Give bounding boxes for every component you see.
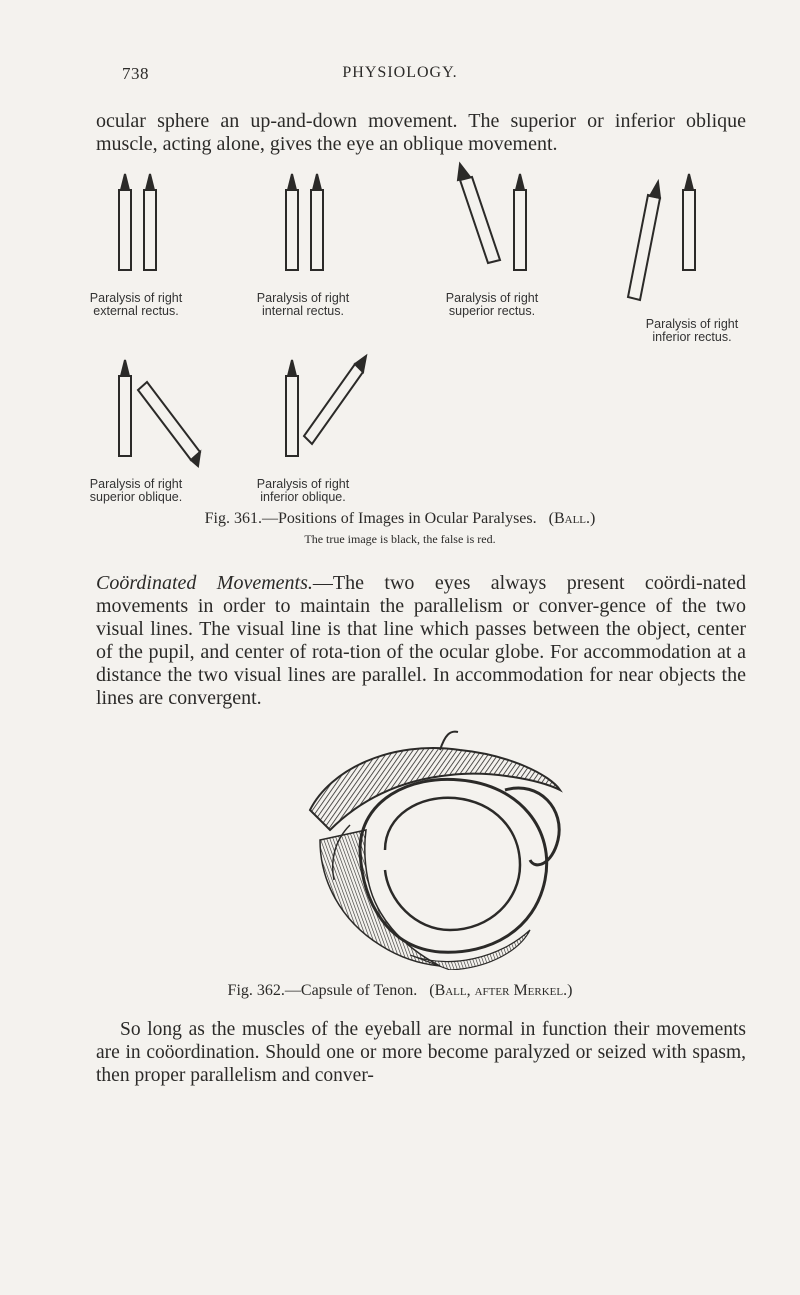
caption-text: Fig. 362.—Capsule of Tenon. — [227, 982, 418, 999]
label-line: superior rectus. — [448, 304, 536, 318]
muscle-insertion — [440, 732, 458, 750]
label-line: Paralysis of right — [256, 477, 350, 491]
panel-inferior-rectus-images — [628, 174, 695, 300]
figure-361-note: The true image is black, the false is red. — [304, 532, 496, 546]
caption-credit: (Ball.) — [548, 510, 596, 527]
label-external-rectus — [66, 292, 206, 318]
panel-superior-rectus-images — [458, 164, 526, 270]
section-coordinated-movements — [96, 572, 746, 710]
label-line: superior oblique. — [89, 490, 183, 504]
label-superior-rectus — [412, 292, 572, 318]
figure-362-illustration — [290, 730, 570, 970]
panel-superior-oblique-images — [119, 360, 200, 466]
caption-text: Fig. 361.—Positions of Images in Ocular Paralyses. — [204, 510, 537, 527]
label-internal-rectus — [233, 292, 373, 318]
closing-paragraph — [96, 1018, 746, 1087]
label-line: external rectus. — [93, 304, 179, 318]
label-line: inferior oblique. — [260, 490, 346, 504]
panel-internal-rectus-images — [286, 174, 323, 270]
label-line: Paralysis of right — [89, 477, 183, 491]
running-title: PHYSIOLOGY. — [342, 64, 458, 81]
section-body: —The two eyes always present coördi-nated movements in order to maintain the parallelism or conver-gence of the two visual lines. The visual line is that line which passes between the object, center of the pupil, and center of rota-tion of the ocular globe. For accommodation at a distance the two visual lines are parallel. In accommodation for near objects the lines are convergent. — [96, 572, 746, 709]
label-line: Paralysis of right — [645, 317, 739, 331]
section-heading: Coördinated Movements. — [96, 572, 313, 594]
page-number: 738 — [122, 64, 149, 83]
panel-external-rectus-images — [119, 174, 156, 270]
label-inferior-rectus — [612, 318, 772, 344]
tenon-capsule — [385, 798, 520, 930]
label-line: Paralysis of right — [445, 291, 539, 305]
figure-361-caption — [0, 510, 800, 528]
label-line: inferior rectus. — [652, 330, 732, 344]
closing-text: So long as the muscles of the eyeball are normal in function their movements are in coöordination. Should one or more become paralyzed or seized with spasm, then proper parallelism and conver- — [96, 1019, 746, 1086]
panel-inferior-oblique-images — [286, 356, 366, 456]
label-superior-oblique — [66, 478, 206, 504]
posterior-fascia — [320, 830, 440, 966]
label-inferior-oblique — [233, 478, 373, 504]
caption-credit: (Ball, after Merkel.) — [429, 982, 573, 999]
label-line: internal rectus. — [262, 304, 344, 318]
label-line: Paralysis of right — [256, 291, 350, 305]
label-line: Paralysis of right — [89, 291, 183, 305]
intro-text: ocular sphere an up-and-down movement. The superior or inferior oblique muscle, acting alone, gives the eye an oblique movement. — [96, 110, 746, 155]
figure-362-caption — [0, 982, 800, 1000]
